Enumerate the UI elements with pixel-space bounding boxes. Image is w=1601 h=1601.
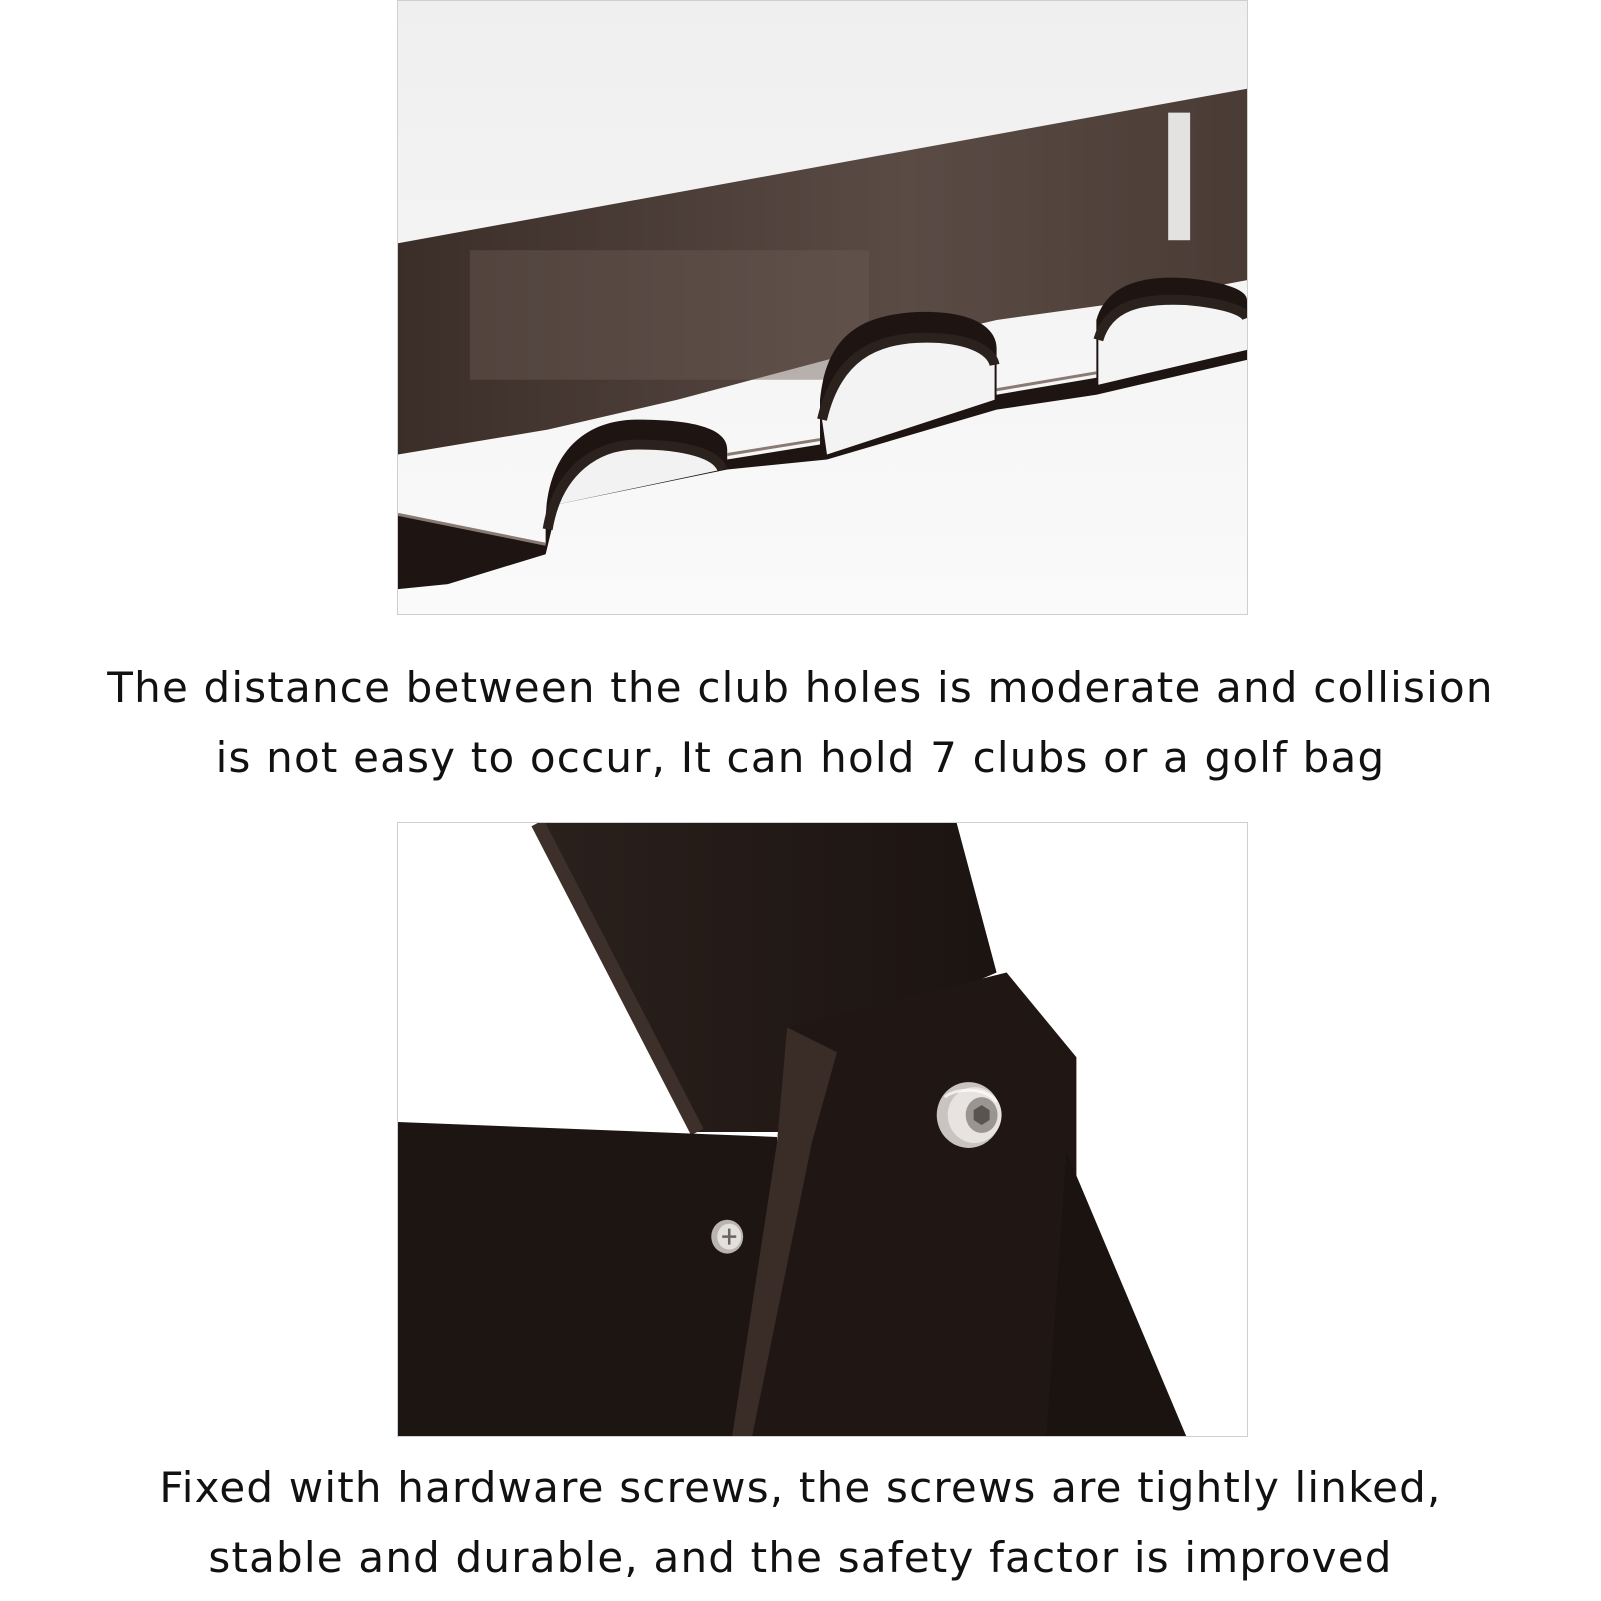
rack-top-photo <box>397 0 1248 615</box>
caption-club-holes-line2: is not easy to occur, It can hold 7 clubs or a golf bag <box>215 733 1386 782</box>
caption-hardware-screws <box>60 1453 1541 1593</box>
rack-joint-illustration <box>398 823 1247 1436</box>
caption-hardware-screws-line1: Fixed with hardware screws, the screws are tightly linked, <box>159 1463 1442 1512</box>
caption-hardware-screws-line2: stable and durable, and the safety factor is improved <box>208 1533 1393 1582</box>
phillips-screw-icon <box>711 1220 743 1254</box>
rack-top-illustration <box>398 1 1247 614</box>
board-reflection <box>1168 113 1190 241</box>
board-highlight <box>470 250 869 380</box>
rack-joint-photo <box>397 822 1248 1437</box>
lower-board <box>398 1122 777 1436</box>
caption-club-holes <box>60 653 1541 793</box>
caption-club-holes-line1: The distance between the club holes is moderate and collision <box>107 663 1494 712</box>
